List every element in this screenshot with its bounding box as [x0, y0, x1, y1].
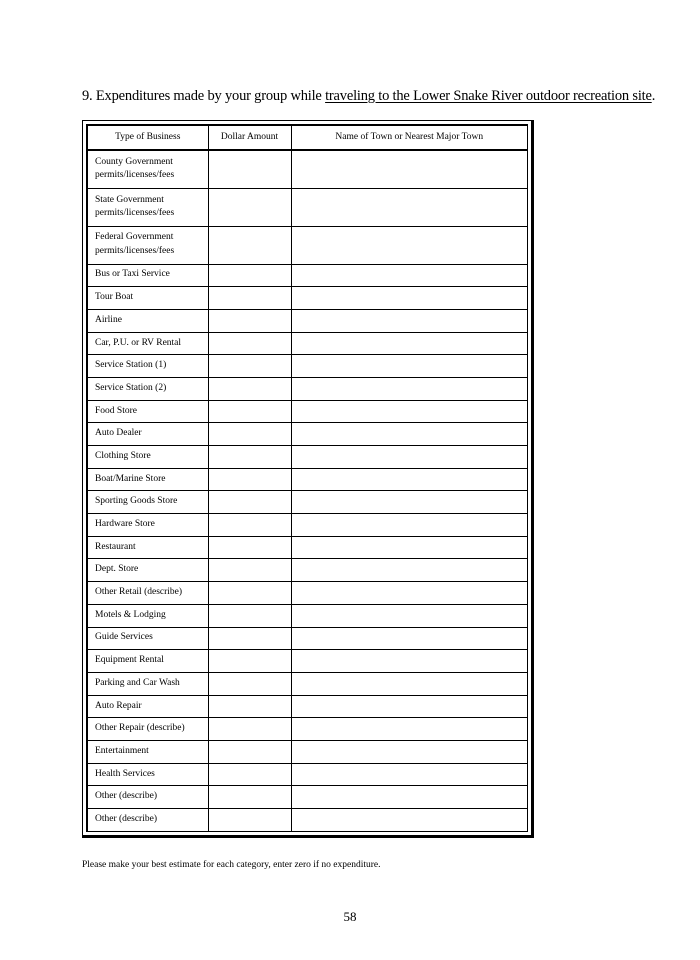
town-name-field[interactable]: [291, 491, 528, 514]
business-type-label: Auto Repair: [87, 695, 208, 718]
dollar-amount-field[interactable]: [208, 740, 291, 763]
dollar-amount-field[interactable]: [208, 264, 291, 287]
town-name-field[interactable]: [291, 695, 528, 718]
dollar-amount-field[interactable]: [208, 446, 291, 469]
town-name-field[interactable]: [291, 559, 528, 582]
town-name-field[interactable]: [291, 786, 528, 809]
business-type-label: Motels & Lodging: [87, 604, 208, 627]
table-row: [87, 604, 528, 627]
town-name-field[interactable]: [291, 309, 528, 332]
town-name-field[interactable]: [291, 468, 528, 491]
business-type-label: Other Retail (describe): [87, 582, 208, 605]
town-name-field[interactable]: [291, 188, 528, 226]
dollar-amount-field[interactable]: [208, 582, 291, 605]
dollar-amount-field[interactable]: [208, 226, 291, 264]
table-row: [87, 226, 528, 264]
table-row: [87, 287, 528, 310]
table-row: [87, 446, 528, 469]
business-type-label: Service Station (2): [87, 377, 208, 400]
table-row: [87, 400, 528, 423]
town-name-field[interactable]: [291, 627, 528, 650]
business-type-label: Clothing Store: [87, 446, 208, 469]
business-type-label: State Government permits/licenses/fees: [87, 188, 208, 226]
dollar-amount-field[interactable]: [208, 536, 291, 559]
table-row: [87, 650, 528, 673]
question-text: [82, 88, 655, 105]
table-row: [87, 695, 528, 718]
expenditure-table-frame: [82, 120, 534, 838]
header-dollar-amount: Dollar Amount: [208, 125, 291, 150]
town-name-field[interactable]: [291, 355, 528, 378]
table-row: [87, 423, 528, 446]
table-row: [87, 559, 528, 582]
town-name-field[interactable]: [291, 400, 528, 423]
town-name-field[interactable]: [291, 423, 528, 446]
dollar-amount-field[interactable]: [208, 514, 291, 537]
business-type-label: Federal Government permits/licenses/fees: [87, 226, 208, 264]
table-row: [87, 514, 528, 537]
business-type-label: Car, P.U. or RV Rental: [87, 332, 208, 355]
dollar-amount-field[interactable]: [208, 150, 291, 188]
dollar-amount-field[interactable]: [208, 188, 291, 226]
dollar-amount-field[interactable]: [208, 627, 291, 650]
table-row: [87, 672, 528, 695]
town-name-field[interactable]: [291, 740, 528, 763]
dollar-amount-field[interactable]: [208, 423, 291, 446]
expenditure-table: [86, 124, 528, 832]
business-type-label: Tour Boat: [87, 287, 208, 310]
business-type-label: Other Repair (describe): [87, 718, 208, 741]
table-row: [87, 468, 528, 491]
dollar-amount-field[interactable]: [208, 559, 291, 582]
business-type-label: Guide Services: [87, 627, 208, 650]
dollar-amount-field[interactable]: [208, 604, 291, 627]
business-type-label: Restaurant: [87, 536, 208, 559]
dollar-amount-field[interactable]: [208, 695, 291, 718]
town-name-field[interactable]: [291, 287, 528, 310]
table-row: [87, 763, 528, 786]
business-type-label: Food Store: [87, 400, 208, 423]
table-row: [87, 536, 528, 559]
business-type-label: Auto Dealer: [87, 423, 208, 446]
table-header-row: [87, 125, 528, 150]
table-row: [87, 740, 528, 763]
town-name-field[interactable]: [291, 604, 528, 627]
town-name-field[interactable]: [291, 809, 528, 832]
town-name-field[interactable]: [291, 582, 528, 605]
business-type-label: Parking and Car Wash: [87, 672, 208, 695]
dollar-amount-field[interactable]: [208, 491, 291, 514]
business-type-label: Other (describe): [87, 786, 208, 809]
dollar-amount-field[interactable]: [208, 786, 291, 809]
dollar-amount-field[interactable]: [208, 400, 291, 423]
dollar-amount-field[interactable]: [208, 809, 291, 832]
table-row: [87, 309, 528, 332]
table-row: [87, 355, 528, 378]
business-type-label: Other (describe): [87, 809, 208, 832]
dollar-amount-field[interactable]: [208, 287, 291, 310]
business-type-label: Airline: [87, 309, 208, 332]
question-underlined-phrase: traveling to the Lower Snake River outdoor recreation site: [325, 88, 652, 104]
dollar-amount-field[interactable]: [208, 718, 291, 741]
question-prefix: 9. Expenditures made by your group while: [82, 88, 326, 104]
table-row: [87, 491, 528, 514]
dollar-amount-field[interactable]: [208, 377, 291, 400]
dollar-amount-field[interactable]: [208, 672, 291, 695]
question-suffix: .: [651, 88, 656, 104]
dollar-amount-field[interactable]: [208, 650, 291, 673]
town-name-field[interactable]: [291, 718, 528, 741]
town-name-field[interactable]: [291, 150, 528, 188]
town-name-field[interactable]: [291, 763, 528, 786]
business-type-label: Bus or Taxi Service: [87, 264, 208, 287]
table-row: [87, 582, 528, 605]
header-type-of-business: Type of Business: [87, 125, 208, 150]
table-row: [87, 188, 528, 226]
business-type-label: Health Services: [87, 763, 208, 786]
business-type-label: Boat/Marine Store: [87, 468, 208, 491]
town-name-field[interactable]: [291, 672, 528, 695]
town-name-field[interactable]: [291, 514, 528, 537]
dollar-amount-field[interactable]: [208, 763, 291, 786]
business-type-label: Equipment Rental: [87, 650, 208, 673]
table-row: [87, 786, 528, 809]
estimate-instruction-note: Please make your best estimate for each category, enter zero if no expenditure.: [82, 860, 381, 870]
table-row: [87, 264, 528, 287]
business-type-label: Sporting Goods Store: [87, 491, 208, 514]
dollar-amount-field[interactable]: [208, 309, 291, 332]
business-type-label: Hardware Store: [87, 514, 208, 537]
header-town-name: Name of Town or Nearest Major Town: [291, 125, 528, 150]
business-type-label: County Government permits/licenses/fees: [87, 150, 208, 188]
table-row: [87, 718, 528, 741]
town-name-field[interactable]: [291, 446, 528, 469]
town-name-field[interactable]: [291, 226, 528, 264]
table-row: [87, 332, 528, 355]
table-row: [87, 809, 528, 832]
town-name-field[interactable]: [291, 536, 528, 559]
dollar-amount-field[interactable]: [208, 332, 291, 355]
town-name-field[interactable]: [291, 377, 528, 400]
town-name-field[interactable]: [291, 264, 528, 287]
business-type-label: Entertainment: [87, 740, 208, 763]
town-name-field[interactable]: [291, 650, 528, 673]
table-row: [87, 377, 528, 400]
table-row: [87, 150, 528, 188]
town-name-field[interactable]: [291, 332, 528, 355]
page-number: 58: [343, 909, 357, 924]
business-type-label: Dept. Store: [87, 559, 208, 582]
dollar-amount-field[interactable]: [208, 355, 291, 378]
business-type-label: Service Station (1): [87, 355, 208, 378]
dollar-amount-field[interactable]: [208, 468, 291, 491]
table-row: [87, 627, 528, 650]
